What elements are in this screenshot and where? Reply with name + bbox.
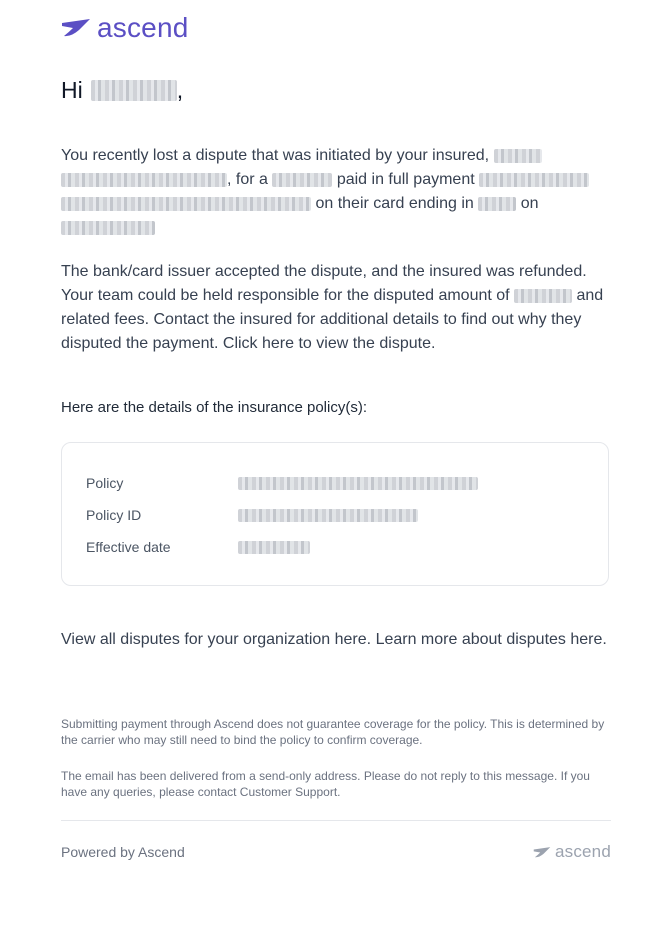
send-only-notice: The email has been delivered from a send-only address. Please do not reply to this message. If you have any queries, please contact Customer Support. (61, 769, 590, 799)
redacted-insured-2 (61, 173, 227, 187)
intro-paragraph (61, 144, 611, 240)
intro-text-3: paid in full payment (336, 171, 475, 188)
policy-id-label: Policy ID (86, 507, 142, 523)
effective-date-label: Effective date (86, 539, 171, 555)
intro-text-4: on their card ending in (315, 195, 474, 212)
dispute-text-1: The bank/card issuer accepted the dispute, and the insured was refunded. Your team could be held responsible for the disputed amount of (61, 263, 587, 304)
policy-label: Policy (86, 475, 124, 491)
footer-brand-name: ascend (554, 842, 611, 861)
redacted-insured (494, 149, 542, 163)
policy-details-heading: Here are the details of the insurance policy(s): (61, 399, 367, 416)
intro-text-1: You recently lost a dispute that was initiated by your insured, (61, 147, 490, 164)
policy-id-row (86, 507, 418, 523)
greeting (61, 77, 183, 104)
redacted-name (91, 80, 177, 101)
view-dispute-link[interactable]: Click here to view the dispute. (222, 335, 436, 352)
greeting-suffix: , (176, 77, 184, 103)
ascend-logo (61, 12, 189, 43)
links-paragraph (61, 628, 611, 652)
redacted-date (61, 221, 155, 235)
redacted-disputed-amount (514, 289, 572, 303)
redacted-description-2 (61, 197, 311, 211)
learn-more-disputes-link[interactable]: Learn more about disputes here. (375, 631, 607, 648)
ascend-swoosh-icon (61, 17, 91, 39)
brand-name: ascend (97, 12, 189, 43)
dispute-text-2: and related fees. Contact the insured for additional details to find out why they disputed the payment. (61, 287, 604, 352)
footer-logo (533, 843, 611, 861)
view-all-disputes-link[interactable]: View all disputes for your organization here. (61, 631, 372, 648)
greeting-prefix: Hi (61, 77, 83, 103)
ascend-swoosh-icon (533, 846, 551, 859)
redacted-amount (272, 173, 332, 187)
policy-details-card (61, 442, 609, 586)
redacted-card-last4 (478, 197, 516, 211)
coverage-disclaimer: Submitting payment through Ascend does not guarantee coverage for the policy. This is determined by the carrier who may still need to bind the policy to confirm coverage. (61, 717, 605, 747)
dispute-paragraph (61, 260, 611, 356)
redacted-description (479, 173, 589, 187)
intro-text-5: on (520, 195, 539, 212)
redacted-policy-name (238, 477, 478, 490)
redacted-policy-id (238, 509, 418, 522)
footer-divider (61, 820, 611, 821)
redacted-effective-date (238, 541, 310, 554)
intro-text-2: , for a (227, 171, 268, 188)
effective-date-row (86, 539, 310, 555)
policy-row (86, 475, 478, 491)
powered-by: Powered by Ascend (61, 844, 185, 860)
